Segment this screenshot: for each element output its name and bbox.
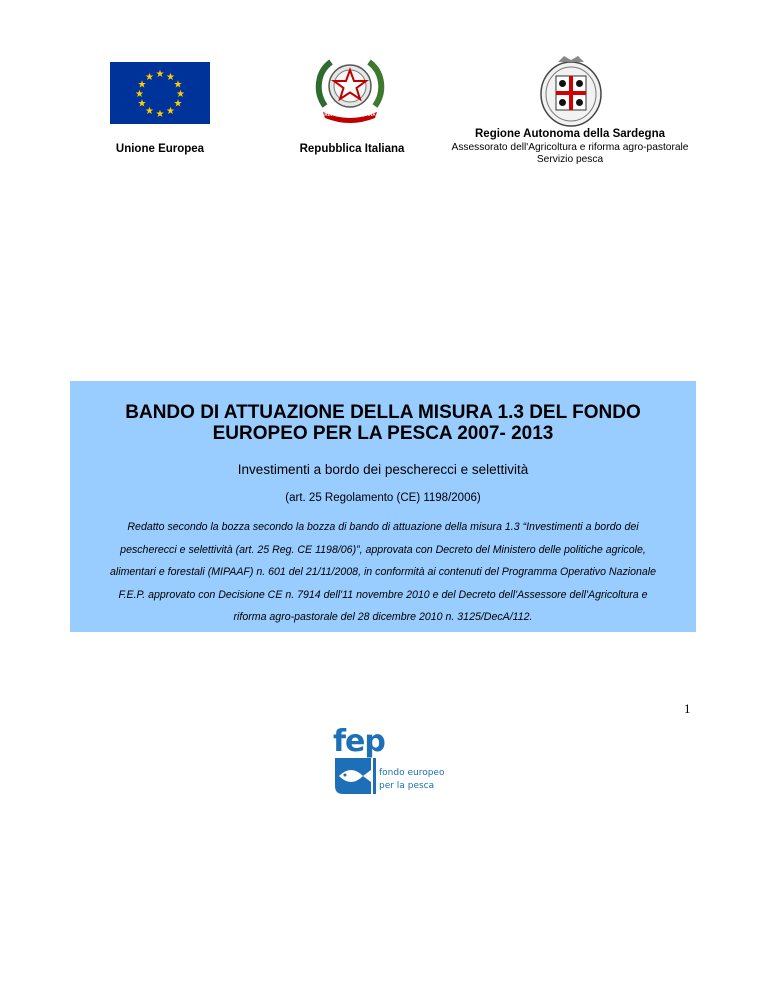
page-number: 1 [684, 701, 691, 716]
sardinia-department [440, 142, 700, 165]
sardinia-emblem-logo [536, 54, 606, 128]
svg-text:★: ★ [155, 109, 165, 120]
svg-text:★: ★ [166, 106, 175, 117]
svg-text:★: ★ [173, 98, 183, 110]
eu-label: Unione Europea [115, 143, 205, 155]
description-line: alimentari e forestali (MIPAAF) n. 601 del 21/11/2008, in conformità ai contenuti del Programma Operativo Nazionale [109, 566, 657, 578]
document-subtitle: Investimenti a bordo dei pescherecci e selettività [237, 462, 529, 477]
regulation-reference: (art. 25 Regolamento (CE) 1198/2006) [285, 492, 481, 504]
svg-text:★: ★ [166, 72, 175, 83]
svg-text:★: ★ [176, 89, 185, 100]
fep-tagline-2: per la pesca [379, 781, 435, 791]
italy-label: Repubblica Italiana [299, 143, 405, 155]
sardinia-dept-line: Assessorato dell'Agricoltura e riforma agro-pastorale [451, 142, 689, 153]
italy-emblem-logo [311, 56, 389, 126]
description-line: riforma agro-pastorale del 28 dicembre 2010 n. 3125/DecA/112. [233, 611, 533, 623]
description-line: F.E.P. approvato con Decisione CE n. 7914 dell'11 novembre 2010 e del Decreto dell'Assessore dell'Agricoltura e [118, 588, 648, 601]
eu-stars-icon [110, 62, 210, 124]
fep-acronym: fep [333, 724, 385, 759]
svg-text:★: ★ [173, 79, 183, 91]
svg-text:★: ★ [137, 98, 147, 110]
fep-logo [331, 724, 445, 798]
description-line: Redatto secondo la bozza secondo la bozza di bando di attuazione della misura 1.3 “Investimenti a bordo dei [127, 521, 639, 533]
title-line-2: EUROPEO PER LA PESCA 2007- 2013 [212, 423, 554, 444]
description-line: pescherecci e selettività (art. 25 Reg. CE 1198/06)”, approvata con Decreto del Ministero delle politiche agricole, [120, 543, 646, 556]
document-title [80, 402, 686, 444]
eu-flag-logo [110, 62, 210, 124]
svg-text:★: ★ [155, 69, 165, 80]
fep-tagline-1: fondo europeo [379, 768, 445, 778]
svg-text:★: ★ [145, 72, 154, 83]
italy-emblem-ribbon-text: REPUBBLICA ITALIANA [324, 112, 376, 117]
sardinia-service-line: Servizio pesca [536, 153, 604, 165]
svg-text:★: ★ [135, 89, 144, 100]
title-line-1: BANDO DI ATTUAZIONE DELLA MISURA 1.3 DEL FONDO [125, 402, 641, 423]
document-description [92, 516, 674, 629]
svg-text:★: ★ [137, 79, 147, 91]
svg-text:★: ★ [145, 106, 154, 117]
sardinia-label: Regione Autonoma della Sardegna [475, 128, 665, 140]
